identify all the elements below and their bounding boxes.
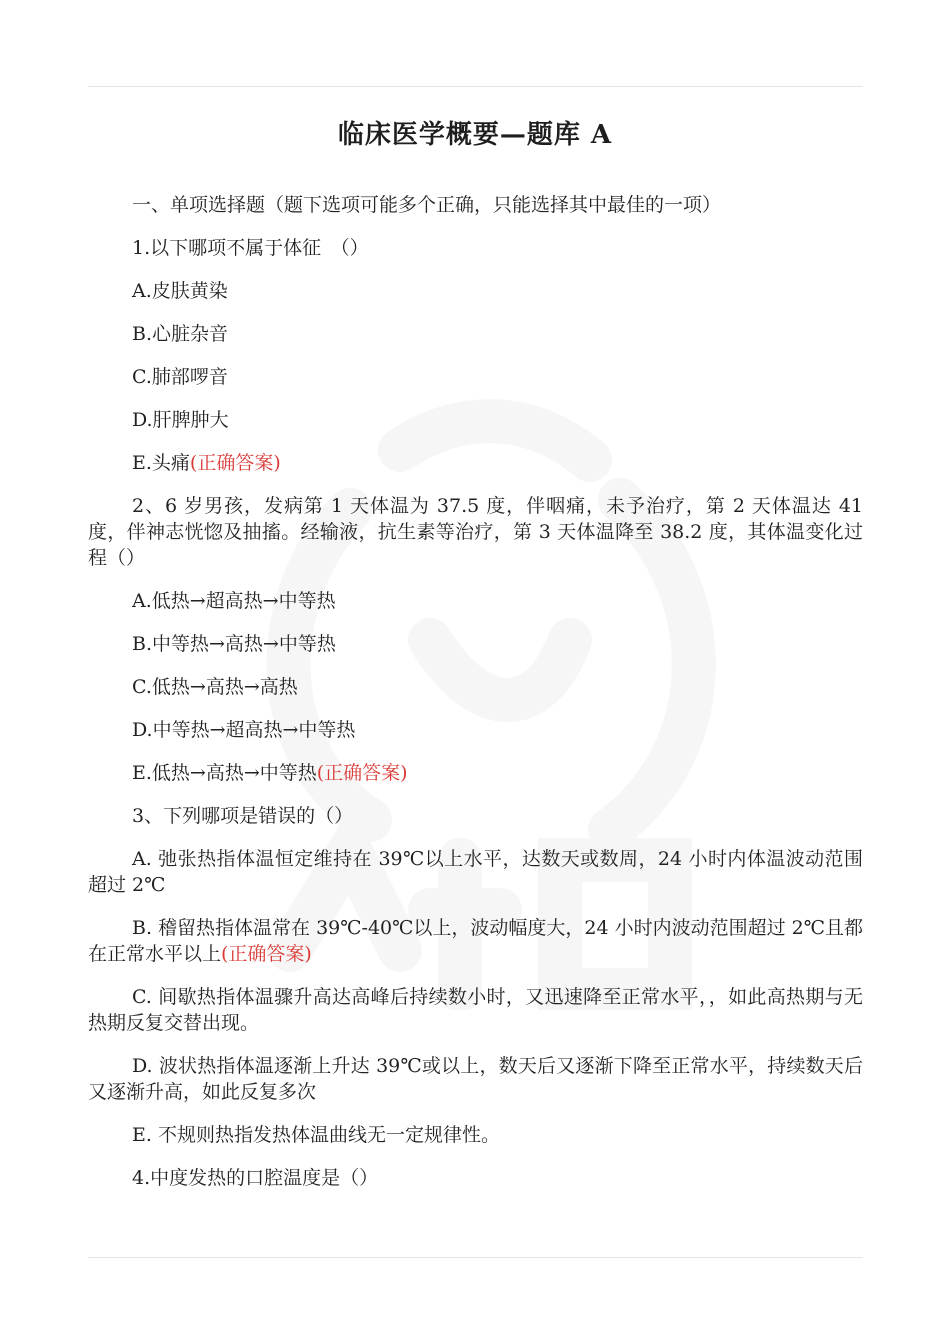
question-1-option-e bbox=[88, 450, 863, 476]
question-2-option-b: B.中等热→高热→中等热 bbox=[132, 633, 336, 655]
question-3-option-a: A. 弛张热指体温恒定维持在 39℃以上水平，达数天或数周，24 小时内体温波动范围超过 2℃ bbox=[88, 848, 863, 896]
question-2-option-d: D.中等热→超高热→中等热 bbox=[132, 719, 356, 741]
question-2-option-c: C.低热→高热→高热 bbox=[132, 676, 298, 698]
question-3-option-c: C. 间歇热指体温骤升高达高峰后持续数小时，又迅速降至正常水平，，如此高热期与无热期反复交替出现。 bbox=[88, 986, 863, 1034]
header-divider bbox=[88, 86, 863, 87]
option-text: E.低热→高热→中等热 bbox=[132, 762, 317, 784]
correct-answer-tag: (正确答案) bbox=[316, 762, 408, 784]
document-title: 临床医学概要—题库 A bbox=[337, 120, 613, 150]
question-2-stem: 2、6 岁男孩，发病第 1 天体温为 37.5 度，伴咽痛，未予治疗，第 2 天体温达 41 度，伴神志恍惚及抽搐。经输液，抗生素等治疗，第 3 天体温降至 38.2 度，其体温变化过程（） bbox=[88, 495, 863, 569]
question-1-stem: 1.以下哪项不属于体征 （） bbox=[132, 237, 369, 259]
question-1-option-c: C.肺部啰音 bbox=[132, 366, 228, 388]
question-2-option-a: A.低热→超高热→中等热 bbox=[132, 590, 336, 612]
question-2-option-e bbox=[88, 760, 863, 786]
question-4-stem: 4.中度发热的口腔温度是（） bbox=[132, 1167, 379, 1189]
correct-answer-tag: (正确答案) bbox=[189, 452, 281, 474]
question-3-option-e: E. 不规则热指发热体温曲线无一定规律性。 bbox=[132, 1124, 500, 1146]
question-1-option-b: B.心脏杂音 bbox=[132, 323, 229, 345]
question-list bbox=[88, 192, 863, 1208]
question-1-option-d: D.肝脾肿大 bbox=[132, 409, 229, 431]
question-3-option-b bbox=[88, 915, 863, 967]
correct-answer-tag: (正确答案) bbox=[221, 943, 312, 965]
footer-divider bbox=[88, 1257, 863, 1258]
question-3-stem: 3、下列哪项是错误的（） bbox=[132, 805, 354, 827]
question-3-option-d: D. 波状热指体温逐渐上升达 39℃或以上，数天后又逐渐下降至正常水平，持续数天后又逐渐升高，如此反复多次 bbox=[88, 1055, 863, 1103]
option-text: B. 稽留热指体温常在 39℃-40℃以上，波动幅度大，24 小时内波动范围超过 2℃且都在正常水平以上 bbox=[88, 917, 863, 965]
question-1-option-a: A.皮肤黄染 bbox=[132, 280, 228, 302]
section-heading: 一、单项选择题（题下选项可能多个正确，只能选择其中最佳的一项） bbox=[132, 194, 722, 216]
option-text: E.头痛 bbox=[132, 452, 190, 474]
